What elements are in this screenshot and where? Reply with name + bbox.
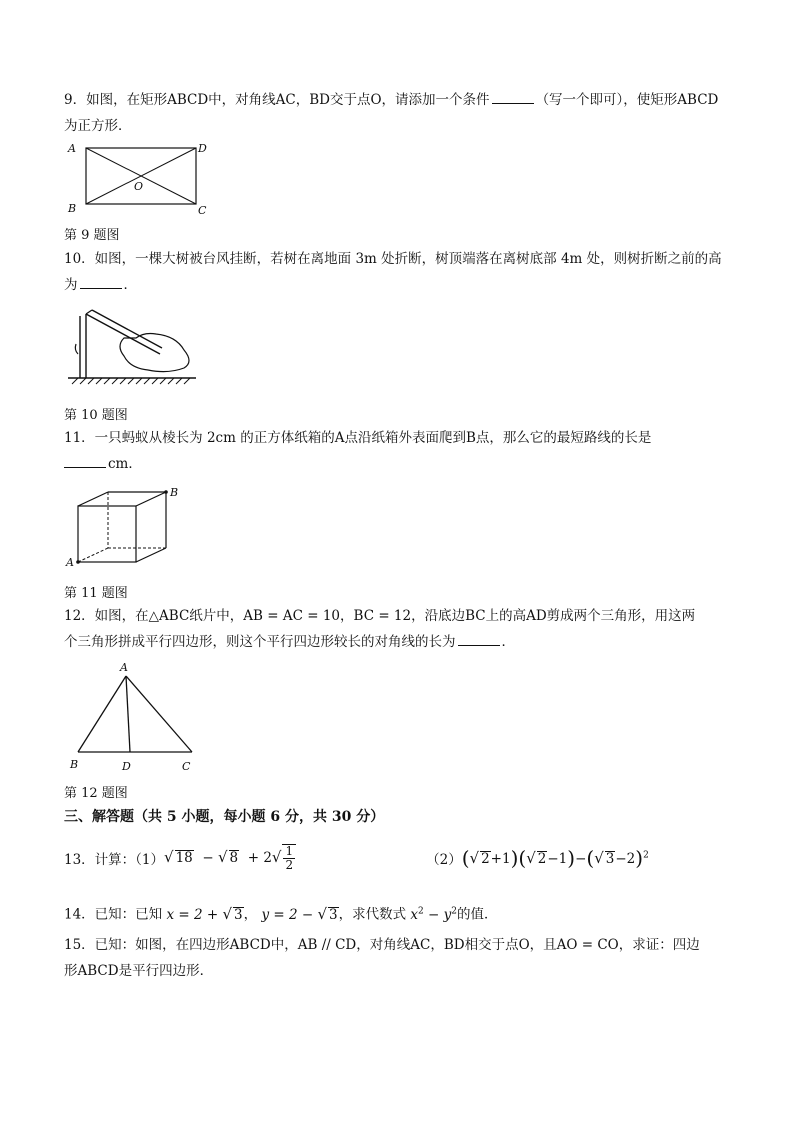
q12-label-d: D — [122, 760, 131, 773]
q12-label-b: B — [70, 758, 79, 771]
q10-broken-tree-figure — [64, 304, 204, 388]
q12-answer-blank[interactable] — [458, 631, 500, 646]
q9-caption: 第 9 题图 — [64, 228, 120, 243]
q9-text-line1: 9．如图，在矩形ABCD中，对角线AC，BD交于点O，请添加一个条件 （写一个即可），使矩形ABCD — [64, 87, 732, 113]
q9-answer-blank[interactable] — [492, 89, 534, 104]
q12-label-a: A — [120, 661, 128, 674]
q13-part2-expression: (√ 2+1)(√ 2−1)−(√ 3−2)$^2$ — [461, 846, 649, 870]
q14-y-expression: y = 2 − √ 3 — [261, 904, 338, 923]
q13-line: 13．计算：（1） √ 18 − √ 8 + 2√ $\frac{1}{2}$ （2） (√ 2+1)(√ 2−1)−(√ 3−2)$^2$ — [64, 844, 649, 872]
q9-label-o: O — [134, 180, 144, 193]
q10-text-line2: 为 ． — [64, 272, 732, 298]
q11-label-b: B — [170, 486, 179, 499]
q12-text-line2: 个三角形拼成平行四边形，则这个平行四边形较长的对角线的长为 ． — [64, 629, 732, 655]
q11-caption: 第 11 题图 — [64, 586, 128, 601]
q9-rectangle-figure — [64, 140, 214, 218]
q9-label-a: A — [68, 142, 76, 155]
q10-caption: 第 10 题图 — [64, 408, 128, 423]
q12-triangle-figure — [64, 658, 204, 776]
q13-part1-expression: √ 18 − √ 8 + 2√ $\frac{1}{2}$ — [164, 844, 296, 872]
q10-text-line1: 10．如图，一棵大树被台风挂断，若树在离地面 3m 处折断，树顶端落在离树底部 4m 处，则树折断之前的高 — [64, 251, 722, 267]
q11-label-a: A — [66, 556, 74, 568]
q14-line: 14．已知：已知 x = 2 + √ 3， y = 2 − √ 3，求代数式 $x^2 - y^2$的值． — [64, 904, 498, 923]
q14-polynomial: $x^2 - y^2$ — [410, 906, 458, 923]
q9-label-b: B — [68, 202, 77, 215]
q11-text-line1: 11．一只蚂蚁从棱长为 2cm 的正方体纸箱的A点沿纸箱外表面爬到B点，那么它的最短路线的长是 — [64, 430, 652, 446]
q9-label-c: C — [198, 204, 207, 217]
q12-label-c: C — [182, 760, 191, 773]
q15-text-line1: 15．已知：如图，在四边形ABCD中，AB // CD，对角线AC，BD相交于点O，且AO = CO，求证：四边 — [64, 937, 700, 953]
q10-answer-blank[interactable] — [80, 274, 122, 289]
q15-text-line2: 形ABCD是平行四边形． — [64, 963, 214, 979]
q12-caption: 第 12 题图 — [64, 786, 128, 801]
q9-label-d: D — [198, 142, 207, 155]
q9-text-line2: 为正方形． — [64, 118, 132, 134]
q11-text-line2: cm． — [64, 451, 732, 477]
q14-x-expression: x = 2 + √ 3 — [166, 904, 243, 923]
q12-text-line1: 12．如图，在△ABC纸片中，AB = AC = 10，BC = 12，沿底边BC上的高AD剪成两个三角形，用这两 — [64, 608, 696, 624]
q11-cube-figure — [64, 484, 194, 568]
section-3-heading: 三、解答题（共 5 小题，每小题 6 分，共 30 分） — [64, 809, 385, 825]
q11-answer-blank[interactable] — [64, 453, 106, 468]
